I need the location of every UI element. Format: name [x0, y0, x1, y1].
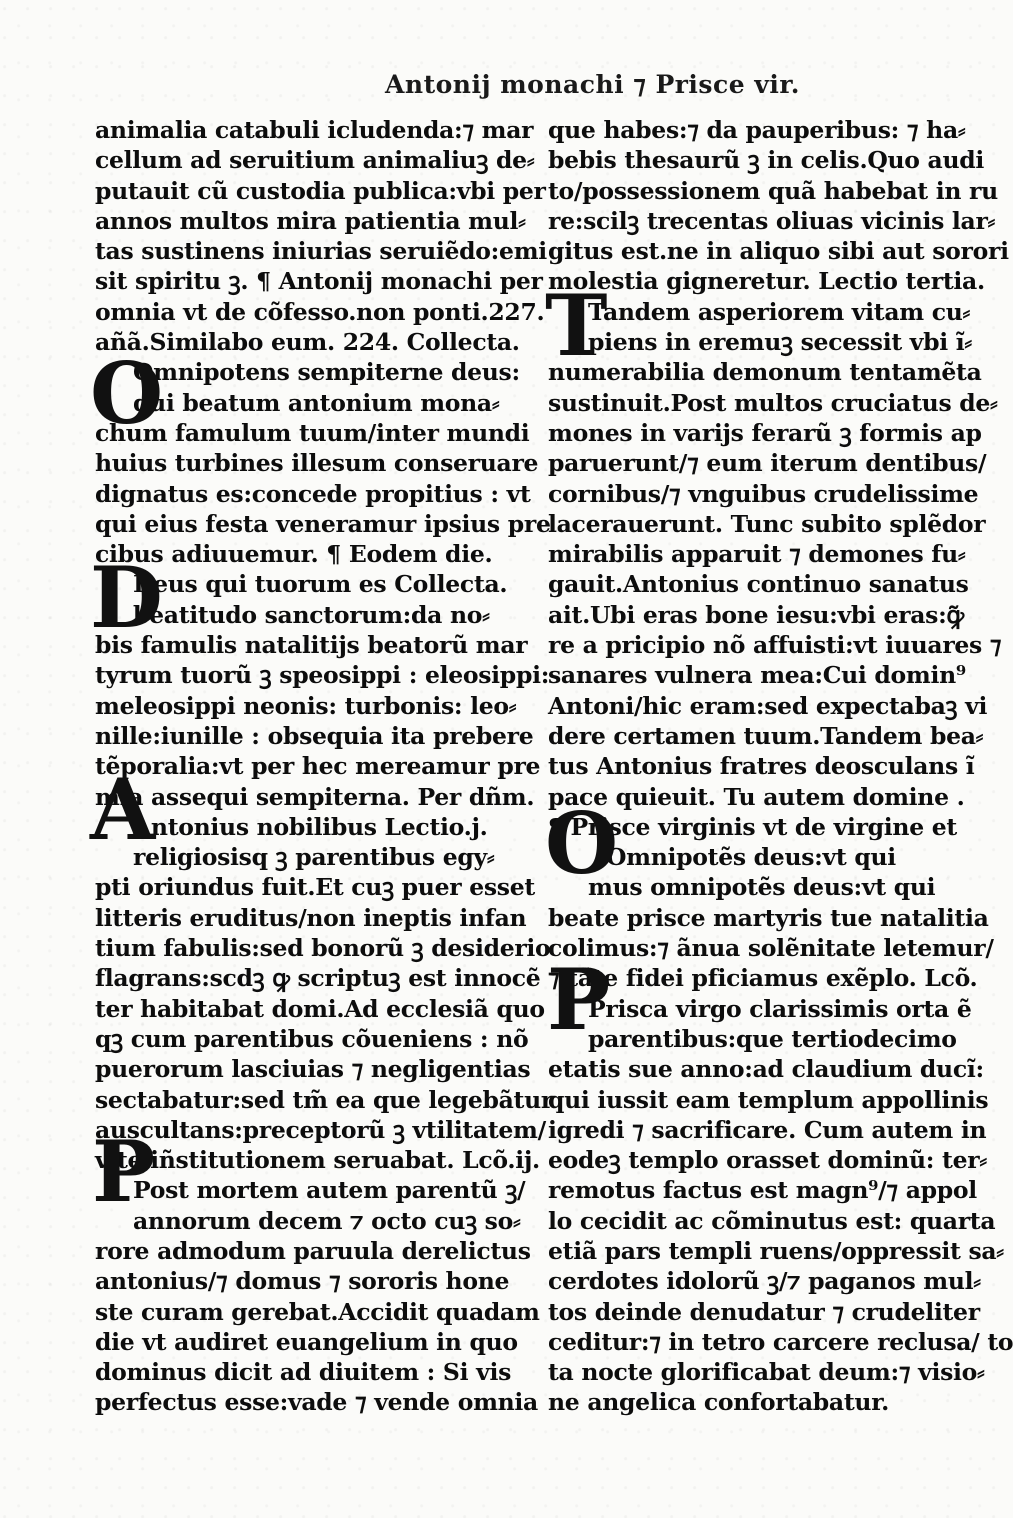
text-line: dere certamen tuum.Tandem bea⸗ — [548, 721, 984, 750]
initial-d-deus: D — [90, 548, 163, 647]
text-line: Antoni/hic eram:sed expectabaꝫ vi — [548, 691, 988, 720]
text-line: qui eius festa veneramur ipsius pre — [95, 509, 551, 538]
text-line: dominus dicit ad diuitem : Si vis — [95, 1358, 512, 1387]
text-line: qui beatum antonium mona⸗ — [133, 388, 500, 417]
text-line: beatitudo sanctorum:da no⸗ — [133, 600, 490, 629]
text-line: re a pricipio nõ affuisti:vt iuuares ⁊ — [548, 631, 1002, 660]
text-line: etatis sue anno:ad claudium ducĩ: — [548, 1055, 984, 1084]
text-line: perfectus esse:vade ⁊ vende omnia — [95, 1388, 538, 1417]
text-line: mus omnipotẽs deus:vt qui — [588, 873, 936, 902]
text-line: omnia vt de cõfesso.non ponti.227. — [95, 297, 545, 326]
text-line: sustinuit.Post multos cruciatus de⸗ — [548, 388, 998, 417]
text-line: annos multos mira patientia mul⸗ — [95, 206, 526, 235]
text-line: etiã pars templi ruens/oppressit sa⸗ — [548, 1236, 1004, 1265]
text-line: beate prisce martyris tue natalitia — [548, 903, 989, 932]
text-line: mirabilis apparuit ⁊ demones fu⸗ — [548, 540, 966, 569]
text-line: ait.Ubi eras bone iesu:vbi eras:ꝙ̃ — [548, 600, 964, 629]
text-line: paruerunt/⁊ eum iterum dentibus/ — [548, 449, 987, 478]
text-line: cellum ad seruitium animaliuꝫ de⸗ — [95, 146, 535, 175]
text-line: chum famulum tuum/inter mundi — [95, 418, 530, 447]
right-column — [548, 115, 1013, 1418]
text-line: mia assequi sempiterna. Per dñm. — [95, 782, 535, 811]
text-line: Tandem asperiorem vitam cu⸗ — [588, 297, 971, 326]
text-line: sanares vulnera mea:Cui domin⁹ — [548, 661, 966, 690]
text-line: lo cecidit ac cõminutus est: quarta — [548, 1206, 996, 1235]
text-line: puerorum lasciuias ⁊ negligentias — [95, 1055, 531, 1084]
initial-o-prisce: O — [545, 794, 619, 893]
text-line: litteris eruditus/non ineptis infan — [95, 903, 527, 932]
text-line: huius turbines illesum conseruare — [95, 449, 539, 478]
text-line: que habes:⁊ da pauperibus: ⁊ ha⸗ — [548, 116, 966, 144]
text-line: vite iñstitutionem seruabat. Lcõ.ij. — [95, 1146, 540, 1175]
initial-p-post: P — [92, 1122, 156, 1221]
text-line: piens in eremuꝫ secessit vbi ĩ⸗ — [588, 328, 972, 357]
text-line: añã.Similabo eum. 224. Collecta. — [95, 328, 520, 357]
initial-t-tandem: T — [545, 276, 608, 375]
text-line: bis famulis natalitijs beatorũ mar — [95, 631, 528, 660]
text-line: qꝫ cum parentibus cõueniens : nõ — [95, 1024, 529, 1053]
initial-o-omnipotens: O — [90, 344, 164, 443]
running-head: Antonij monachi ⁊ Prisce vir. — [385, 70, 800, 99]
text-line: lacerauerunt. Tunc subito splẽdor — [548, 509, 986, 538]
text-line: antonius/⁊ domus ⁊ sororis hone — [95, 1267, 510, 1296]
text-line: igredi ⁊ sacrificare. Cum autem in — [548, 1115, 987, 1144]
text-line: numerabilia demonum tentamẽta — [548, 358, 982, 387]
text-line: rore admodum paruula derelictus — [95, 1236, 531, 1265]
text-line: ne angelica confortabatur. — [548, 1388, 890, 1417]
text-line: ceditur:⁊ in tetro carcere reclusa/ to — [548, 1327, 1013, 1356]
initial-p-prisca: P — [547, 950, 611, 1049]
text-line: flagrans:scdꝫ ꝙ scriptuꝫ est innocẽ — [95, 964, 541, 993]
text-line: tyrum tuorũ ꝫ speosippi : eleosippi: — [95, 661, 550, 690]
text-line: tas sustinens iniurias seruiẽdo:emi — [95, 237, 547, 266]
text-line: meleosippi neonis: turbonis: leo⸗ — [95, 691, 517, 720]
text-line: remotus factus est magn⁹/⁊ appol — [548, 1176, 977, 1205]
text-line: Omnipotẽs deus:vt qui — [606, 843, 896, 872]
text-line: parentibus:que tertiodecimo — [588, 1024, 957, 1053]
text-line: ste curam gerebat.Accidit quadam — [95, 1297, 540, 1326]
text-line: tẽporalia:vt per hec mereamur pre — [95, 752, 541, 781]
text-line: ter habitabat domi.Ad ecclesiã quo — [95, 994, 545, 1023]
text-line: religiosisq ꝫ parentibus egy⸗ — [133, 843, 495, 872]
text-line: cibus adiuuemur. ¶ Eodem die. — [95, 540, 493, 569]
text-line: bebis thesaurũ ꝫ in celis.Quo audi — [548, 146, 985, 175]
text-line: ta nocte glorificabat deum:⁊ visio⸗ — [548, 1358, 985, 1387]
text-line: Post mortem autem parentũ ꝫ/ — [133, 1176, 526, 1205]
text-line: sit spiritu ꝫ. ¶ Antonij monachi per — [95, 267, 543, 296]
initial-a-antonius: A — [90, 760, 156, 859]
text-line: molestia gigneretur. Lectio tertia. — [548, 267, 985, 296]
text-line: tium fabulis:sed bonorũ ꝫ desiderio — [95, 934, 551, 963]
text-line: putauit cũ custodia publica:vbi per — [95, 176, 546, 205]
text-line: Antonius nobilibus Lectio.j. — [133, 812, 488, 841]
text-line: re:scilꝫ trecentas oliuas vicinis lar⸗ — [548, 206, 996, 235]
text-line: Omnipotens sempiterne deus: — [133, 358, 520, 387]
text-line: Prisca virgo clarissimis orta ẽ — [588, 994, 972, 1023]
text-line: gitus est.ne in aliquo sibi aut sorori — [548, 237, 1009, 266]
text-line: tus Antonius fratres deosculans ĩ — [548, 752, 975, 781]
text-line: dignatus es:concede propitius : vt — [95, 479, 531, 508]
text-line: to/possessionem quã habebat in ru — [548, 176, 998, 205]
text-line: pti oriundus fuit.Et cuꝫ puer esset — [95, 873, 535, 902]
text-line: gauit.Antonius continuo sanatus — [548, 570, 969, 599]
text-line: annorum decem ⁊ octo cuꝫ so⸗ — [133, 1206, 521, 1235]
text-line: colimus:⁊ ãnua solẽnitate letemur/ — [548, 934, 994, 963]
text-line: qui iussit eam templum appollinis — [548, 1085, 989, 1114]
text-line: tos deinde denudatur ⁊ crudeliter — [548, 1297, 980, 1326]
text-line: mones in varijs ferarũ ꝫ formis ap — [548, 418, 982, 447]
text-line: animalia catabuli icludenda:⁊ mar — [95, 116, 534, 144]
text-line: eodeꝫ templo orasset dominũ: ter⸗ — [548, 1146, 987, 1175]
text-line: pace quieuit. Tu autem domine . — [548, 782, 965, 811]
text-line: auscultans:preceptorũ ꝫ vtilitatem/ — [95, 1115, 546, 1144]
text-line: ¶ Prisce virginis vt de virgine et — [548, 812, 957, 841]
text-line: cerdotes idolorũ ꝫ/⁊ paganos mul⸗ — [548, 1267, 981, 1296]
left-column — [95, 115, 553, 1418]
text-line: ⁊ tãte fidei pficiamus exẽplo. Lcõ. — [548, 964, 978, 993]
text-line: nille:iunille : obsequia ita prebere — [95, 721, 534, 750]
text-line: sectabatur:sed tm̃ ea que legebãtur — [95, 1085, 553, 1114]
text-line: die vt audiret euangelium in quo — [95, 1327, 518, 1356]
text-line: Deus qui tuorum es Collecta. — [133, 570, 508, 599]
text-line: cornibus/⁊ vnguibus crudelissime — [548, 479, 979, 508]
